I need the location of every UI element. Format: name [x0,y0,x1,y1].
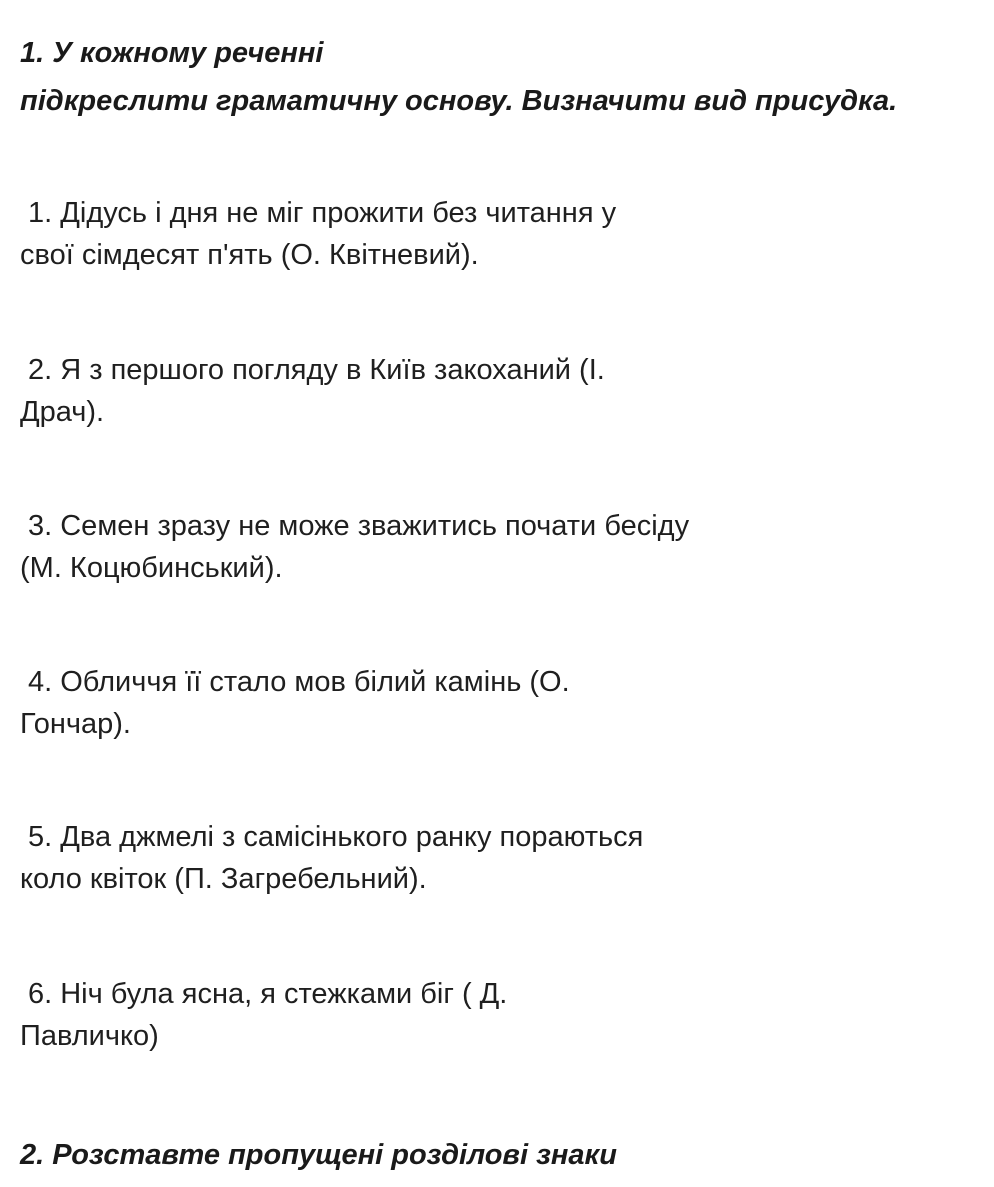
task-2-heading-text: 2. Розставте пропущені розділові знаки [20,1139,617,1171]
sentence-6-line-1: 6. Ніч була ясна, я стежками біг ( Д. [28,978,508,1010]
sentence-5-line-2: коло квіток (П. Загребельний). [20,863,427,895]
sentence-5 [20,816,643,900]
sentence-6 [20,973,507,1057]
sentence-1 [20,192,616,276]
sentence-1-line-1: 1. Дідусь і дня не міг прожити без читання у [28,197,617,229]
sentence-3-line-2: (М. Коцюбинський). [20,552,283,584]
task-1-heading [20,29,897,125]
task-1-heading-line-2: підкреслити граматичну основу. Визначити вид присудка. [20,85,898,117]
task-2-heading [20,1131,617,1179]
sentence-2 [20,349,605,433]
sentence-3-line-1: 3. Семен зразу не може зважитись почати бесіду [28,510,690,542]
sentence-2-line-2: Драч). [20,396,105,428]
task-1-heading-line-1: 1. У кожному реченні [20,37,324,69]
sentence-3 [20,505,689,589]
sentence-4-line-1: 4. Обличчя її стало мов білий камінь (О. [28,666,570,698]
sentence-5-line-1: 5. Два джмелі з самісінького ранку пораються [28,821,644,853]
sentence-1-line-2: свої сімдесят п'ять (О. Квітневий). [20,239,479,271]
sentence-2-line-1: 2. Я з першого погляду в Київ закоханий (І. [28,354,605,386]
sentence-6-line-2: Павличко) [20,1020,159,1052]
sentence-4-line-2: Гончар). [20,708,131,740]
sentence-4 [20,661,570,745]
